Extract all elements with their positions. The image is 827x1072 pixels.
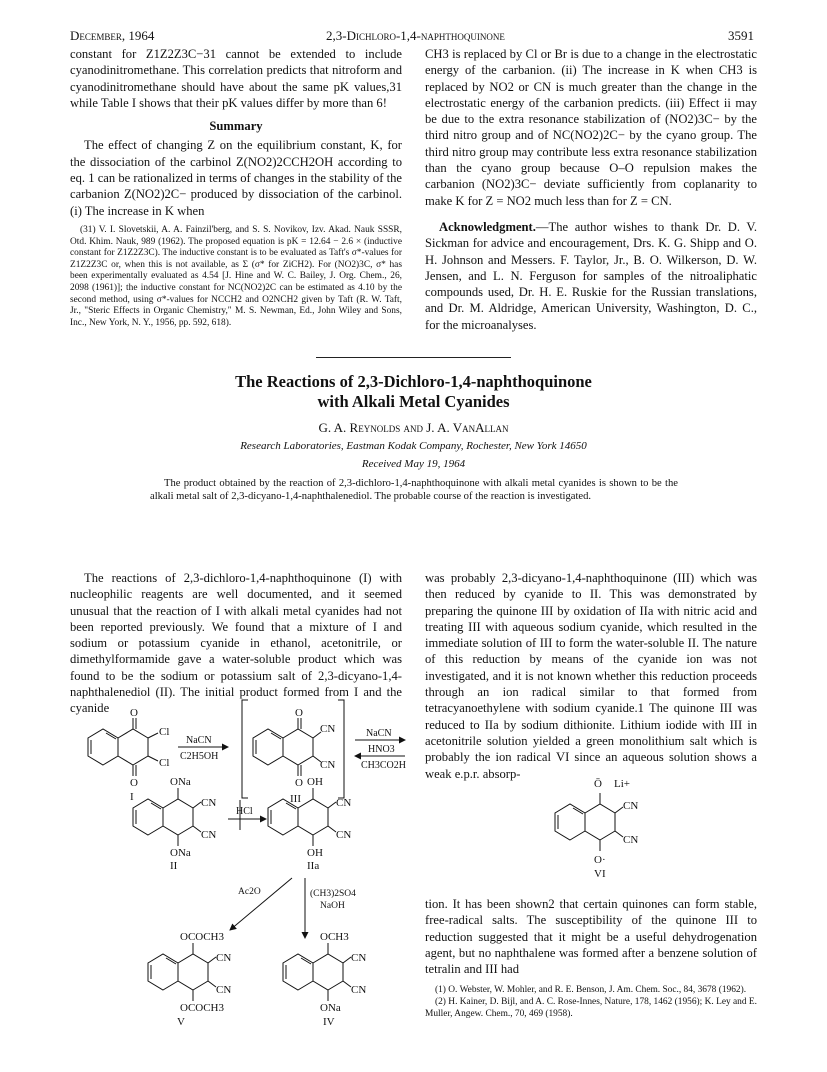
compound-label-VI: VI — [594, 868, 606, 880]
running-header-left: December, 1964 — [70, 28, 155, 43]
scheme-label: CN — [336, 829, 352, 841]
scheme-label: ONa — [320, 1002, 341, 1014]
scheme-label: CN — [623, 800, 639, 812]
reagent-label: HNO3 — [368, 744, 395, 755]
reagent-label: NaCN — [186, 735, 212, 746]
scheme-label: O — [295, 777, 303, 789]
structure-III — [253, 718, 321, 776]
scheme-label: ONa — [170, 847, 191, 859]
scheme-label: OH — [307, 776, 323, 788]
paragraph: The reactions of 2,3-dichloro-1,4-naphthoquinone (I) with nucleophilic reagents are well documented, and it seemed unusual that the reaction of I with alkali metal cyanides had not been reported previously. We found that a mixture of I and sodium or potassium cyanide in ethanol, acetonitrile, or dimethylformamide gave a water-soluble product which was found to be the sodium or potassium salt of 2,3-dicyano-1,4-naphthalenediol (II). The initial product formed from I and the cyanide — [70, 571, 402, 716]
ack-text: —The author wishes to thank Dr. D. V. Sickman for advice and encouragement, Drs. K. G. Shipp and O. H. Johnson and Messers. F. Taylor, Jr., B. O. Wilkerson, D. W. Jensen, and L. N. Ferguson for samples of the nitroaliphatic compounds used, Dr. H. E. Ruskie for the Russian translations, and Dr. M. Aldridge, American University, Washington, D. C., for the microanalyses. — [425, 219, 757, 332]
scheme-label: CN — [201, 829, 217, 841]
scheme-label: OCOCH3 — [180, 931, 225, 943]
scheme-label: CN — [336, 797, 352, 809]
scheme-label: OCOCH3 — [180, 1002, 225, 1014]
scheme-label: CN — [216, 952, 232, 964]
scheme-label: CN — [216, 984, 232, 996]
scheme-label: CN — [320, 723, 336, 735]
scheme-label: CN — [351, 952, 367, 964]
structure-V — [148, 943, 216, 1001]
scheme-label: O — [130, 777, 138, 789]
article-title — [60, 372, 767, 412]
scheme-label: OCH3 — [320, 931, 349, 943]
scheme-label: CN — [351, 984, 367, 996]
reagent-label: CH3CO2H — [361, 760, 407, 771]
scheme-label: Ō — [594, 778, 602, 790]
running-header-center: 2,3-Dichloro-1,4-naphthoquinone — [326, 28, 505, 43]
scheme-label: O — [130, 707, 138, 719]
paragraph: was probably 2,3-dicyano-1,4-naphthoquinone (III) which was then reduced by cyanide to II. This was demonstrated by preparing the quinone III by oxidation of IIa with nitric acid and treating III with aqueous sodium cyanide, which resulted in the immediate solution of III to form the water-soluble II. The nature of this reduction by means of the cyanide ion was not investigated, and it is not known whether this reduction proceeds through an ion radical similar to that formed from tetracyanoethylene with sodium cyanide.1 The quinone III was reduced to IIa by sodium dithionite. Lithium iodide with III in acetonitrile solution yielded a green monolithium salt which is probably the ion radical VI since an aqueous solution shows a weak e.p.r. absorp- — [425, 571, 757, 781]
page-number: 3591 — [728, 28, 754, 43]
compound-label-IV: IV — [323, 1016, 335, 1028]
footnote-2: (2) H. Kainer, D. Bijl, and A. C. Rose-Innes, Nature, 178, 1462 (1956); K. Ley and E. Muller, Angew. Chem., 70, 469 (1958). — [425, 997, 757, 1019]
reagent-label: HCl — [236, 806, 253, 817]
compound-label-V: V — [177, 1016, 185, 1028]
reagent-label: NaCN — [366, 728, 392, 739]
footnote: (31) V. I. Slovetskii, A. A. Fainzil'berg, and S. S. Novikov, Izv. Akad. Nauk SSSR, Otd. Khim. Nauk, 989 (1962). The proposed equation is pK = 12.64 − 2.6 × (inductive constant for Z1Z2Z3C). The inductive constant is to be evaluated as Taft's σ*-values for Z1Z2Z3C or, when this is not available, as Σ (σ* for ZiCH2). For (NO2)3C, σ* has been experimentally evaluated as 4.54 [J. Hine and W. C. Bailey, J. Org. Chem., 26, 2098 (1961)]; the inductive constant for NC(NO2)2C can be estimated as 4.10 by the second method, using σ*-values for NCCH2 and O2NCH2 given by Taft (R. W. Taft, Jr., "Steric Effects in Organic Chemistry," M. S. Newman, Ed., John Wiley and Sons, Inc., New York, N. Y., 1956, pp. 592, 618). — [70, 224, 402, 328]
compound-label-II: II — [170, 860, 178, 872]
scheme-label: O — [295, 707, 303, 719]
structure-IV — [283, 943, 351, 1001]
title-line: The Reactions of 2,3-Dichloro-1,4-naphthoquinone — [235, 372, 592, 391]
compound-label-IIa: IIa — [307, 860, 320, 872]
paragraph: The effect of changing Z on the equilibrium constant, K, for the dissociation of the carbinol Z(NO2)2CCH2OH according to eq. 1 can be rationalized in terms of changes in the stability of the carbanion Z(NO2)2C− produced by dissociation of the carbinol. (i) The increase in K when — [70, 138, 402, 218]
scheme-label: O· — [594, 854, 606, 866]
authors: G. A. Reynolds and J. A. VanAllan — [318, 420, 509, 435]
top-right-column — [425, 46, 757, 333]
summary-heading: Summary — [209, 119, 263, 134]
separator-rule — [316, 357, 511, 358]
paragraph: constant for Z1Z2Z3C−31 cannot be extended to include cyanodinitromethane. This correlation predicts that nitroform and cyanodinitromethane should have about the same pK values,31 while Table I shows that their pK values differ by more than 6! — [70, 47, 402, 110]
scheme-label: ONa — [170, 776, 191, 788]
received-date: Received May 19, 1964 — [361, 458, 466, 470]
reagent-label: Ac2O — [238, 887, 261, 897]
reaction-scheme — [70, 680, 410, 1055]
scheme-label: CN — [201, 797, 217, 809]
scheme-label: CN — [623, 834, 639, 846]
scheme-label: Cl — [159, 726, 170, 738]
body-right-column — [425, 570, 757, 782]
compound-label-III: III — [290, 793, 301, 805]
reagent-label: C2H5OH — [180, 751, 219, 762]
structure-VI — [530, 765, 700, 885]
abstract: The product obtained by the reaction of 2,3-dichloro-1,4-naphthoquinone with alkali metal cyanides is shown to be the alkali metal salt of 2,3-dicyano-1,4-naphthalenediol. The probable course of the reaction is investigated. — [150, 478, 678, 502]
affiliation: Research Laboratories, Eastman Kodak Company, Rochester, New York 14650 — [240, 440, 587, 452]
paragraph: CH3 is replaced by Cl or Br is due to a change in the electrostatic energy of the carbanion. (ii) The increase in K when CH3 is replaced by NO2 or CN is much greater than the change in the electrostatic energy of the carbanion predicts. (iii) Effect ii may be due to the extra resonance stabilization of (NO2)3C− by the third nitro group and of NC(NO2)2C− by the cyano group. The third nitro group may contribute less extra resonance stabilization than the cyano group because O–O repulsion makes the carbanion (NO2)3C− deviate sufficiently from coplanarity to make K for Z = NO2 much less than for Z = CN. — [425, 47, 757, 208]
top-left-column — [70, 46, 402, 329]
paragraph: tion. It has been shown2 that certain quinones can form stable, free-radical salts. The susceptibility of the quinone III to reduction suggested that it might be a useful dehydrogenation agent, but no naphthalene was formed after a benzene solution of tetralin and III had — [425, 897, 757, 977]
scheme-label: Li+ — [614, 778, 630, 790]
scheme-label: CN — [320, 759, 336, 771]
reagent-label: (CH3)2SO4 — [310, 889, 356, 899]
scheme-label: OH — [307, 847, 323, 859]
footnote-1: (1) O. Webster, W. Mohler, and R. E. Benson, J. Am. Chem. Soc., 84, 3678 (1962). — [435, 985, 747, 996]
scheme-label: Cl — [159, 757, 170, 769]
structure-I — [88, 718, 158, 776]
reagent-label: NaOH — [320, 901, 345, 911]
title-line: with Alkali Metal Cyanides — [317, 392, 510, 411]
acknowledgment — [425, 219, 757, 333]
body-right-continued — [425, 896, 757, 1020]
structure-IIa — [268, 788, 336, 846]
compound-label-I: I — [130, 791, 134, 803]
structure-II — [133, 788, 201, 846]
ack-heading: Acknowledgment. — [439, 219, 536, 234]
